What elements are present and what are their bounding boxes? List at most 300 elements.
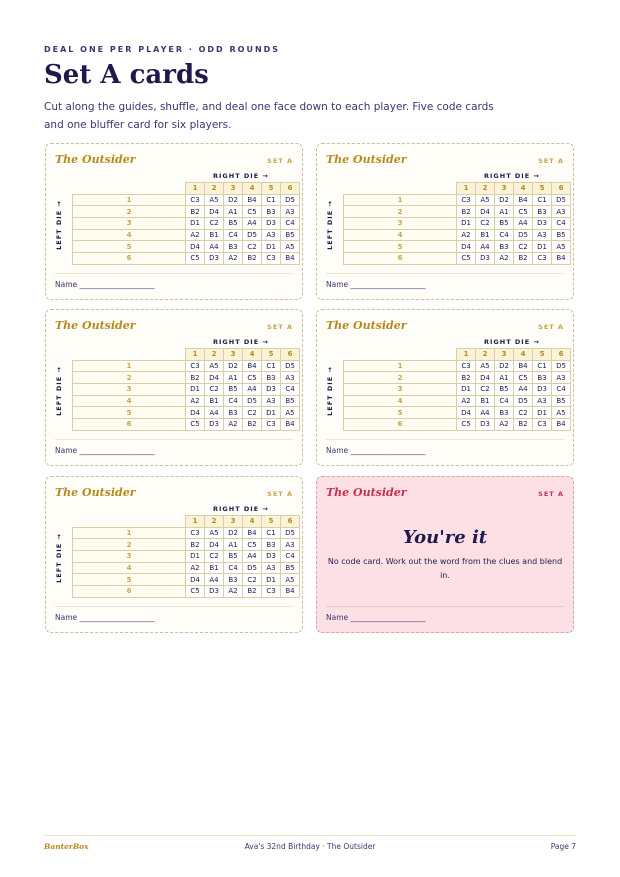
grid-cell: C3: [186, 527, 205, 539]
grid-cell: D1: [457, 384, 476, 396]
grid-cell: D1: [262, 407, 281, 419]
grid-row: [344, 372, 571, 384]
set-label: SET A: [538, 157, 564, 165]
name-line: Name ____________________: [326, 446, 426, 455]
name-line: Name ____________________: [326, 613, 426, 622]
grid-cell: D2: [224, 527, 243, 539]
row-header: 2: [73, 206, 186, 218]
row-header: 4: [73, 562, 186, 574]
grid-cell: C4: [224, 562, 243, 574]
grid-cell: B4: [281, 253, 300, 265]
grid-row: [73, 253, 300, 265]
grid-cell: C3: [262, 419, 281, 431]
row-header: 5: [73, 407, 186, 419]
grid-row: [73, 562, 300, 574]
grid-cell: B5: [552, 395, 571, 407]
left-die-label: LEFT DIE →: [326, 200, 334, 250]
column-header: 4: [243, 183, 262, 195]
grid-cell: D3: [476, 419, 495, 431]
grid-cell: B4: [243, 194, 262, 206]
grid-cell: B3: [224, 241, 243, 253]
grid-cell: D1: [262, 241, 281, 253]
grid-cell: A4: [243, 218, 262, 230]
row-header: 1: [344, 194, 457, 206]
grid-cell: C3: [262, 586, 281, 598]
grid-cell: D4: [457, 241, 476, 253]
row-header: 5: [73, 574, 186, 586]
left-die-label: LEFT DIE →: [55, 200, 63, 250]
grid-cell: B3: [262, 206, 281, 218]
grid-cell: B2: [186, 206, 205, 218]
grid-cell: C4: [281, 384, 300, 396]
right-die-label: RIGHT DIE →: [213, 172, 269, 180]
grid-cell: D4: [457, 407, 476, 419]
divider: [326, 439, 564, 440]
row-header: 1: [73, 194, 186, 206]
grid-cell: D4: [205, 539, 224, 551]
left-die-label: LEFT DIE →: [55, 366, 63, 416]
grid-cell: C5: [186, 586, 205, 598]
row-header: 2: [344, 372, 457, 384]
column-header: 2: [205, 349, 224, 361]
grid-row: [344, 253, 571, 265]
intro-text: Cut along the guides, shuffle, and deal one face down to each player. Five code cards and one bluffer card for six players.: [44, 101, 494, 131]
row-header: 4: [73, 229, 186, 241]
grid-cell: C3: [186, 194, 205, 206]
row-header: 6: [344, 253, 457, 265]
card-title: The Outsider: [326, 486, 407, 499]
grid-cell: B2: [457, 206, 476, 218]
card-title: The Outsider: [55, 486, 136, 499]
grid-cell: C5: [243, 206, 262, 218]
grid-cell: D3: [205, 253, 224, 265]
grid-cell: C2: [205, 384, 224, 396]
grid-cell: A2: [224, 419, 243, 431]
grid-row: [73, 551, 300, 563]
column-header: 2: [205, 516, 224, 528]
grid-corner: [344, 183, 457, 195]
column-header: 1: [186, 516, 205, 528]
page-title: Set A cards: [44, 60, 209, 90]
grid-cell: B2: [186, 539, 205, 551]
grid-row: [73, 229, 300, 241]
grid-row: [344, 419, 571, 431]
grid-cell: B4: [552, 419, 571, 431]
column-header: 5: [533, 183, 552, 195]
grid-cell: D2: [224, 194, 243, 206]
grid-cell: A1: [495, 206, 514, 218]
grid-cell: D3: [533, 218, 552, 230]
grid-cell: D3: [205, 586, 224, 598]
row-header: 5: [73, 241, 186, 253]
grid-cell: A4: [476, 241, 495, 253]
grid-cell: D1: [457, 218, 476, 230]
code-grid: [72, 182, 300, 265]
grid-cell: C2: [243, 241, 262, 253]
row-header: 2: [344, 206, 457, 218]
code-card: [316, 309, 574, 466]
grid-cell: A4: [243, 551, 262, 563]
grid-cell: B2: [514, 419, 533, 431]
grid-cell: C3: [457, 194, 476, 206]
grid-cell: D5: [281, 194, 300, 206]
row-header: 6: [73, 419, 186, 431]
grid-row: [73, 395, 300, 407]
grid-cell: D3: [205, 419, 224, 431]
row-header: 2: [73, 539, 186, 551]
code-grid: [343, 182, 571, 265]
grid-cell: C5: [457, 419, 476, 431]
grid-cell: B1: [205, 395, 224, 407]
grid-cell: D5: [281, 360, 300, 372]
grid-header-row: [73, 349, 300, 361]
grid-cell: B4: [243, 360, 262, 372]
grid-cell: C2: [205, 551, 224, 563]
grid-cell: D3: [262, 218, 281, 230]
grid-cell: C4: [281, 218, 300, 230]
column-header: 1: [186, 349, 205, 361]
grid-cell: B2: [243, 586, 262, 598]
grid-cell: B5: [224, 551, 243, 563]
grid-cell: B4: [243, 527, 262, 539]
grid-cell: D2: [495, 360, 514, 372]
grid-cell: C3: [186, 360, 205, 372]
grid-cell: D5: [243, 395, 262, 407]
grid-row: [344, 218, 571, 230]
grid-cell: D2: [224, 360, 243, 372]
row-header: 2: [73, 372, 186, 384]
grid-cell: A2: [495, 253, 514, 265]
grid-row: [73, 194, 300, 206]
column-header: 4: [514, 183, 533, 195]
grid-header-row: [344, 349, 571, 361]
grid-cell: B5: [281, 229, 300, 241]
column-header: 6: [281, 516, 300, 528]
footer-brand: BanterBox: [44, 842, 89, 851]
card-title: The Outsider: [55, 319, 136, 332]
grid-cell: A2: [224, 586, 243, 598]
set-label: SET A: [267, 323, 293, 331]
grid-cell: B2: [243, 419, 262, 431]
grid-cell: D1: [262, 574, 281, 586]
grid-cell: C4: [552, 384, 571, 396]
eyebrow: DEAL ONE PER PLAYER · ODD ROUNDS: [44, 45, 281, 54]
grid-cell: B3: [224, 407, 243, 419]
grid-cell: C1: [533, 360, 552, 372]
grid-cell: A2: [495, 419, 514, 431]
row-header: 3: [73, 384, 186, 396]
grid-cell: C2: [476, 384, 495, 396]
grid-row: [73, 241, 300, 253]
grid-cell: C5: [514, 206, 533, 218]
grid-cell: D4: [205, 206, 224, 218]
code-card: [45, 476, 303, 633]
card-title: The Outsider: [55, 153, 136, 166]
page-number: Page 7: [550, 842, 576, 851]
grid-cell: A2: [457, 229, 476, 241]
grid-row: [344, 395, 571, 407]
column-header: 4: [243, 349, 262, 361]
grid-cell: A5: [205, 194, 224, 206]
row-header: 1: [73, 360, 186, 372]
card-title: The Outsider: [326, 153, 407, 166]
grid-row: [344, 229, 571, 241]
grid-cell: C3: [533, 419, 552, 431]
right-die-label: RIGHT DIE →: [213, 338, 269, 346]
column-header: 3: [495, 183, 514, 195]
grid-cell: C5: [457, 253, 476, 265]
row-header: 1: [344, 360, 457, 372]
grid-cell: A3: [533, 395, 552, 407]
grid-cell: C5: [243, 372, 262, 384]
grid-row: [73, 407, 300, 419]
grid-cell: A2: [224, 253, 243, 265]
grid-cell: B3: [533, 206, 552, 218]
grid-row: [73, 539, 300, 551]
grid-cell: B5: [224, 384, 243, 396]
grid-cell: A3: [552, 372, 571, 384]
grid-cell: C2: [243, 407, 262, 419]
grid-row: [344, 384, 571, 396]
grid-cell: B3: [495, 241, 514, 253]
grid-row: [344, 241, 571, 253]
divider: [326, 606, 564, 607]
code-card: [316, 143, 574, 300]
grid-row: [73, 218, 300, 230]
grid-cell: A5: [476, 194, 495, 206]
grid-cell: A5: [476, 360, 495, 372]
grid-cell: A2: [186, 395, 205, 407]
grid-cell: A5: [281, 574, 300, 586]
right-die-label: RIGHT DIE →: [484, 338, 540, 346]
column-header: 5: [533, 349, 552, 361]
grid-cell: B4: [514, 360, 533, 372]
grid-cell: B5: [495, 384, 514, 396]
grid-cell: C3: [262, 253, 281, 265]
grid-corner: [73, 183, 186, 195]
column-header: 6: [552, 183, 571, 195]
grid-cell: A3: [533, 229, 552, 241]
column-header: 5: [262, 516, 281, 528]
grid-row: [73, 527, 300, 539]
row-header: 5: [344, 407, 457, 419]
right-die-label: RIGHT DIE →: [213, 505, 269, 513]
grid-cell: D5: [243, 562, 262, 574]
grid-cell: B5: [281, 395, 300, 407]
grid-cell: C2: [243, 574, 262, 586]
grid-cell: A4: [514, 384, 533, 396]
grid-cell: D4: [186, 574, 205, 586]
column-header: 6: [281, 349, 300, 361]
grid-cell: C4: [224, 395, 243, 407]
bluffer-message: No code card. Work out the word from the clues and blend in.: [327, 557, 563, 580]
row-header: 4: [344, 395, 457, 407]
grid-row: [344, 360, 571, 372]
grid-cell: B3: [495, 407, 514, 419]
grid-cell: B5: [281, 562, 300, 574]
row-header: 6: [344, 419, 457, 431]
grid-row: [344, 206, 571, 218]
grid-cell: D3: [476, 253, 495, 265]
name-line: Name ____________________: [55, 446, 155, 455]
grid-cell: D5: [281, 527, 300, 539]
grid-header-row: [344, 183, 571, 195]
code-grid: [72, 348, 300, 431]
grid-cell: D5: [552, 360, 571, 372]
grid-cell: A5: [205, 360, 224, 372]
grid-cell: D4: [186, 241, 205, 253]
grid-cell: A5: [205, 527, 224, 539]
grid-cell: D5: [552, 194, 571, 206]
grid-row: [344, 407, 571, 419]
grid-cell: C5: [514, 372, 533, 384]
grid-cell: B4: [552, 253, 571, 265]
bluffer-headline: You're it: [402, 527, 488, 548]
grid-row: [344, 194, 571, 206]
grid-cell: A5: [552, 241, 571, 253]
grid-cell: B5: [495, 218, 514, 230]
grid-cell: C5: [186, 253, 205, 265]
grid-cell: C4: [495, 395, 514, 407]
column-header: 6: [552, 349, 571, 361]
grid-cell: B2: [514, 253, 533, 265]
grid-cell: D1: [533, 407, 552, 419]
grid-cell: D3: [533, 384, 552, 396]
grid-cell: A4: [476, 407, 495, 419]
grid-cell: D1: [186, 384, 205, 396]
set-label: SET A: [538, 490, 564, 498]
divider: [55, 439, 293, 440]
grid-cell: A5: [281, 407, 300, 419]
row-header: 4: [344, 229, 457, 241]
grid-cell: C1: [262, 360, 281, 372]
column-header: 4: [243, 516, 262, 528]
column-header: 5: [262, 349, 281, 361]
grid-cell: B3: [262, 372, 281, 384]
grid-cell: B5: [552, 229, 571, 241]
grid-cell: A1: [224, 539, 243, 551]
column-header: 1: [457, 183, 476, 195]
grid-cell: D3: [262, 384, 281, 396]
row-header: 3: [344, 384, 457, 396]
footer-divider: [44, 835, 576, 836]
grid-cell: B2: [243, 253, 262, 265]
row-header: 3: [73, 218, 186, 230]
grid-cell: B3: [224, 574, 243, 586]
left-die-label: LEFT DIE →: [326, 366, 334, 416]
code-card: [45, 143, 303, 300]
grid-row: [73, 574, 300, 586]
row-header: 6: [73, 253, 186, 265]
name-line: Name ____________________: [55, 613, 155, 622]
grid-cell: C2: [514, 407, 533, 419]
grid-cell: A3: [281, 372, 300, 384]
column-header: 2: [476, 349, 495, 361]
column-header: 1: [457, 349, 476, 361]
grid-cell: B4: [281, 419, 300, 431]
footer-title: Ava's 32nd Birthday · The Outsider: [244, 842, 376, 851]
code-card: [45, 309, 303, 466]
grid-cell: D1: [533, 241, 552, 253]
grid-cell: A3: [262, 229, 281, 241]
column-header: 1: [186, 183, 205, 195]
row-header: 1: [73, 527, 186, 539]
grid-cell: B4: [281, 586, 300, 598]
grid-cell: A3: [262, 562, 281, 574]
grid-row: [73, 206, 300, 218]
grid-cell: D4: [205, 372, 224, 384]
grid-cell: A4: [205, 241, 224, 253]
grid-cell: A3: [281, 539, 300, 551]
name-line: Name ____________________: [326, 280, 426, 289]
divider: [326, 273, 564, 274]
column-header: 3: [224, 516, 243, 528]
row-header: 3: [73, 551, 186, 563]
row-header: 5: [344, 241, 457, 253]
grid-cell: B1: [205, 229, 224, 241]
grid-cell: C1: [262, 194, 281, 206]
grid-cell: A4: [243, 384, 262, 396]
grid-cell: A1: [224, 372, 243, 384]
grid-cell: D5: [243, 229, 262, 241]
divider: [55, 273, 293, 274]
column-header: 3: [224, 349, 243, 361]
grid-cell: A5: [552, 407, 571, 419]
grid-cell: C5: [243, 539, 262, 551]
row-header: 3: [344, 218, 457, 230]
grid-cell: B3: [262, 539, 281, 551]
grid-cell: C1: [262, 527, 281, 539]
grid-cell: A3: [262, 395, 281, 407]
grid-cell: D1: [186, 551, 205, 563]
grid-cell: C3: [533, 253, 552, 265]
column-header: 6: [281, 183, 300, 195]
column-header: 3: [224, 183, 243, 195]
column-header: 3: [495, 349, 514, 361]
grid-cell: C4: [495, 229, 514, 241]
column-header: 2: [476, 183, 495, 195]
grid-cell: B2: [186, 372, 205, 384]
column-header: 5: [262, 183, 281, 195]
bluffer-card: [316, 476, 574, 633]
grid-cell: B1: [476, 229, 495, 241]
grid-cell: D4: [186, 407, 205, 419]
grid-cell: B5: [224, 218, 243, 230]
card-title: The Outsider: [326, 319, 407, 332]
grid-cell: D4: [476, 372, 495, 384]
grid-cell: B2: [457, 372, 476, 384]
grid-cell: C2: [205, 218, 224, 230]
grid-cell: A2: [457, 395, 476, 407]
grid-row: [73, 419, 300, 431]
grid-cell: C4: [281, 551, 300, 563]
column-header: 2: [205, 183, 224, 195]
grid-corner: [73, 349, 186, 361]
grid-cell: C2: [476, 218, 495, 230]
grid-cell: A2: [186, 229, 205, 241]
grid-row: [73, 586, 300, 598]
grid-cell: A5: [281, 241, 300, 253]
grid-cell: C5: [186, 419, 205, 431]
grid-cell: A1: [495, 372, 514, 384]
grid-cell: B1: [205, 562, 224, 574]
grid-cell: D4: [476, 206, 495, 218]
row-header: 6: [73, 586, 186, 598]
grid-cell: B3: [533, 372, 552, 384]
grid-cell: A4: [514, 218, 533, 230]
divider: [55, 606, 293, 607]
grid-row: [73, 384, 300, 396]
